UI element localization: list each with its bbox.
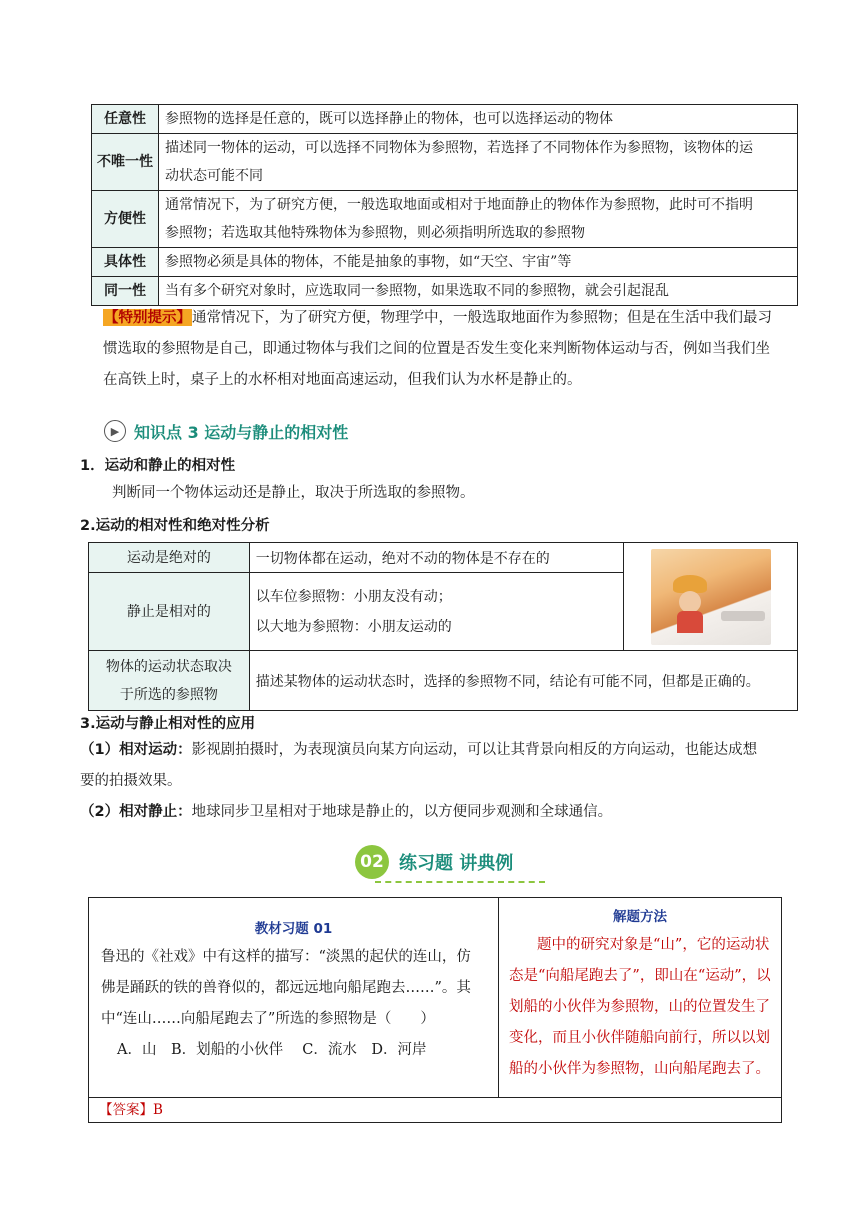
label-relative-motion: （1）相对运动：: [80, 742, 192, 758]
paragraph-line: 地球同步卫星相对于地球是静止的，以方便同步观测和全球通信。: [191, 804, 613, 820]
row-value-line: 参照物；若选取其他特殊物体为参照物，则必须指明所选取的参照物: [165, 225, 585, 241]
paragraph-line: 影视剧拍摄时，为表现演员向某方向运动，可以让其背景向相反的方向运动，也能达成想: [191, 742, 758, 758]
special-tip: [103, 302, 803, 396]
method-line: 船的小伙伴为参照物，山向船尾跑去了。: [509, 1061, 770, 1077]
method-line: 划船的小伙伴为参照物，山的位置发生了: [509, 999, 770, 1015]
row-value: 描述某物体的运动状态时，选择的参照物不同，结论有可能不同，但都是正确的。: [249, 651, 797, 711]
answer: 【答案】B: [89, 1098, 782, 1123]
row-value: 参照物的选择是任意的，既可以选择静止的物体，也可以选择运动的物体: [159, 105, 798, 134]
child-in-car-photo: [651, 549, 771, 645]
row-key: [89, 651, 250, 711]
method-line: 态是“向船尾跑去了”，即山在“运动”，以: [509, 968, 771, 984]
table-row: [92, 248, 798, 277]
relativity-table: [88, 542, 798, 711]
paragraph-line: 要的拍摄效果。: [80, 773, 182, 789]
table-row: [92, 105, 798, 134]
table-row: [92, 134, 798, 191]
question-options: A．山 B．划船的小伙伴 C．流水 D．河岸: [117, 1042, 427, 1058]
section-number-badge: 02: [355, 845, 389, 879]
photo-cell: [624, 543, 798, 651]
knowledge-point-heading: [104, 418, 348, 444]
row-key: 不唯一性: [92, 134, 159, 191]
exercise-table: [88, 897, 782, 1123]
exercise-question-cell: [89, 898, 499, 1098]
row-value-line: 以车位参照物：小朋友没有动；: [255, 588, 452, 605]
row-value-line: 动状态可能不同: [165, 168, 263, 184]
banner-title: 练习题 讲典例: [399, 853, 514, 874]
method-cell: [499, 898, 782, 1098]
table-row: [89, 898, 782, 1098]
row-value: [159, 191, 798, 248]
application-paragraph: [80, 735, 800, 828]
row-value: 一切物体都在运动，绝对不动的物体是不存在的: [249, 543, 623, 573]
row-value-line: 以大地为参照物：小朋友运动的: [255, 618, 452, 635]
exercise-title: 教材习题 01: [254, 921, 333, 937]
section-title: 3.运动与静止相对性的应用: [80, 716, 256, 732]
row-key-line: 于所选的参照物: [119, 686, 218, 703]
tip-label: 【特别提示】: [104, 309, 191, 326]
section-title: 2.运动的相对性和绝对性分析: [80, 518, 270, 534]
tip-line: 在高铁上时，桌子上的水杯相对地面高速运动，但我们认为水杯是静止的。: [103, 372, 582, 388]
method-title: 解题方法: [613, 909, 667, 925]
row-key: 运动是绝对的: [89, 543, 250, 573]
table-row: [89, 651, 798, 711]
section-banner: [355, 845, 545, 885]
arrow-circle-icon: ▶: [104, 420, 126, 442]
row-key: 任意性: [92, 105, 159, 134]
banner-underline: [375, 881, 545, 883]
row-key: 方便性: [92, 191, 159, 248]
section-title: 1．运动和静止的相对性: [80, 458, 236, 474]
label-relative-rest: （2）相对静止：: [80, 804, 192, 820]
row-value: 当有多个研究对象时，应选取同一参照物，如果选取不同的参照物，就会引起混乱: [159, 277, 798, 306]
row-value: [249, 573, 623, 651]
question-text: [101, 942, 486, 1066]
row-value: 参照物必须是具体的物体，不能是抽象的事物，如“天空、宇宙”等: [159, 248, 798, 277]
row-key: 同一性: [92, 277, 159, 306]
row-key: 静止是相对的: [89, 573, 250, 651]
reference-properties-table: [91, 104, 798, 306]
table-row: [92, 191, 798, 248]
method-line: 题中的研究对象是“山”，它的运动状: [537, 937, 770, 953]
knowledge-point-title: 知识点 3 运动与静止的相对性: [134, 422, 349, 442]
tip-line: 通常情况下，为了研究方便，物理学中，一般选取地面作为参照物；但是在生活中我们最习: [192, 310, 772, 326]
table-row: [89, 1098, 782, 1123]
row-value-line: 描述同一物体的运动，可以选择不同物体为参照物，若选择了不同物体作为参照物，该物体的运: [165, 140, 753, 156]
method-line: 变化，而且小伙伴随船向前行，所以以划: [509, 1030, 770, 1046]
question-line: 中“连山……向船尾跑去了”所选的参照物是（ ）: [101, 1011, 435, 1027]
method-text: [509, 930, 771, 1085]
row-key-line: 物体的运动状态取决: [105, 658, 232, 675]
row-value-line: 通常情况下，为了研究方便，一般选取地面或相对于地面静止的物体作为参照物，此时可不指明: [165, 197, 753, 213]
section-text: 判断同一个物体运动还是静止，取决于所选取的参照物。: [112, 485, 475, 501]
row-key: 具体性: [92, 248, 159, 277]
tip-line: 惯选取的参照物是自己，即通过物体与我们之间的位置是否发生变化来判断物体运动与否，例如当我们坐: [103, 341, 770, 357]
table-row: [89, 543, 798, 573]
question-line: 鲁迅的《社戏》中有这样的描写：“淡黑的起伏的连山，仿: [101, 949, 471, 965]
question-line: 佛是踊跃的铁的兽脊似的，都远远地向船尾跑去……”。其: [101, 980, 471, 996]
row-value: [159, 134, 798, 191]
